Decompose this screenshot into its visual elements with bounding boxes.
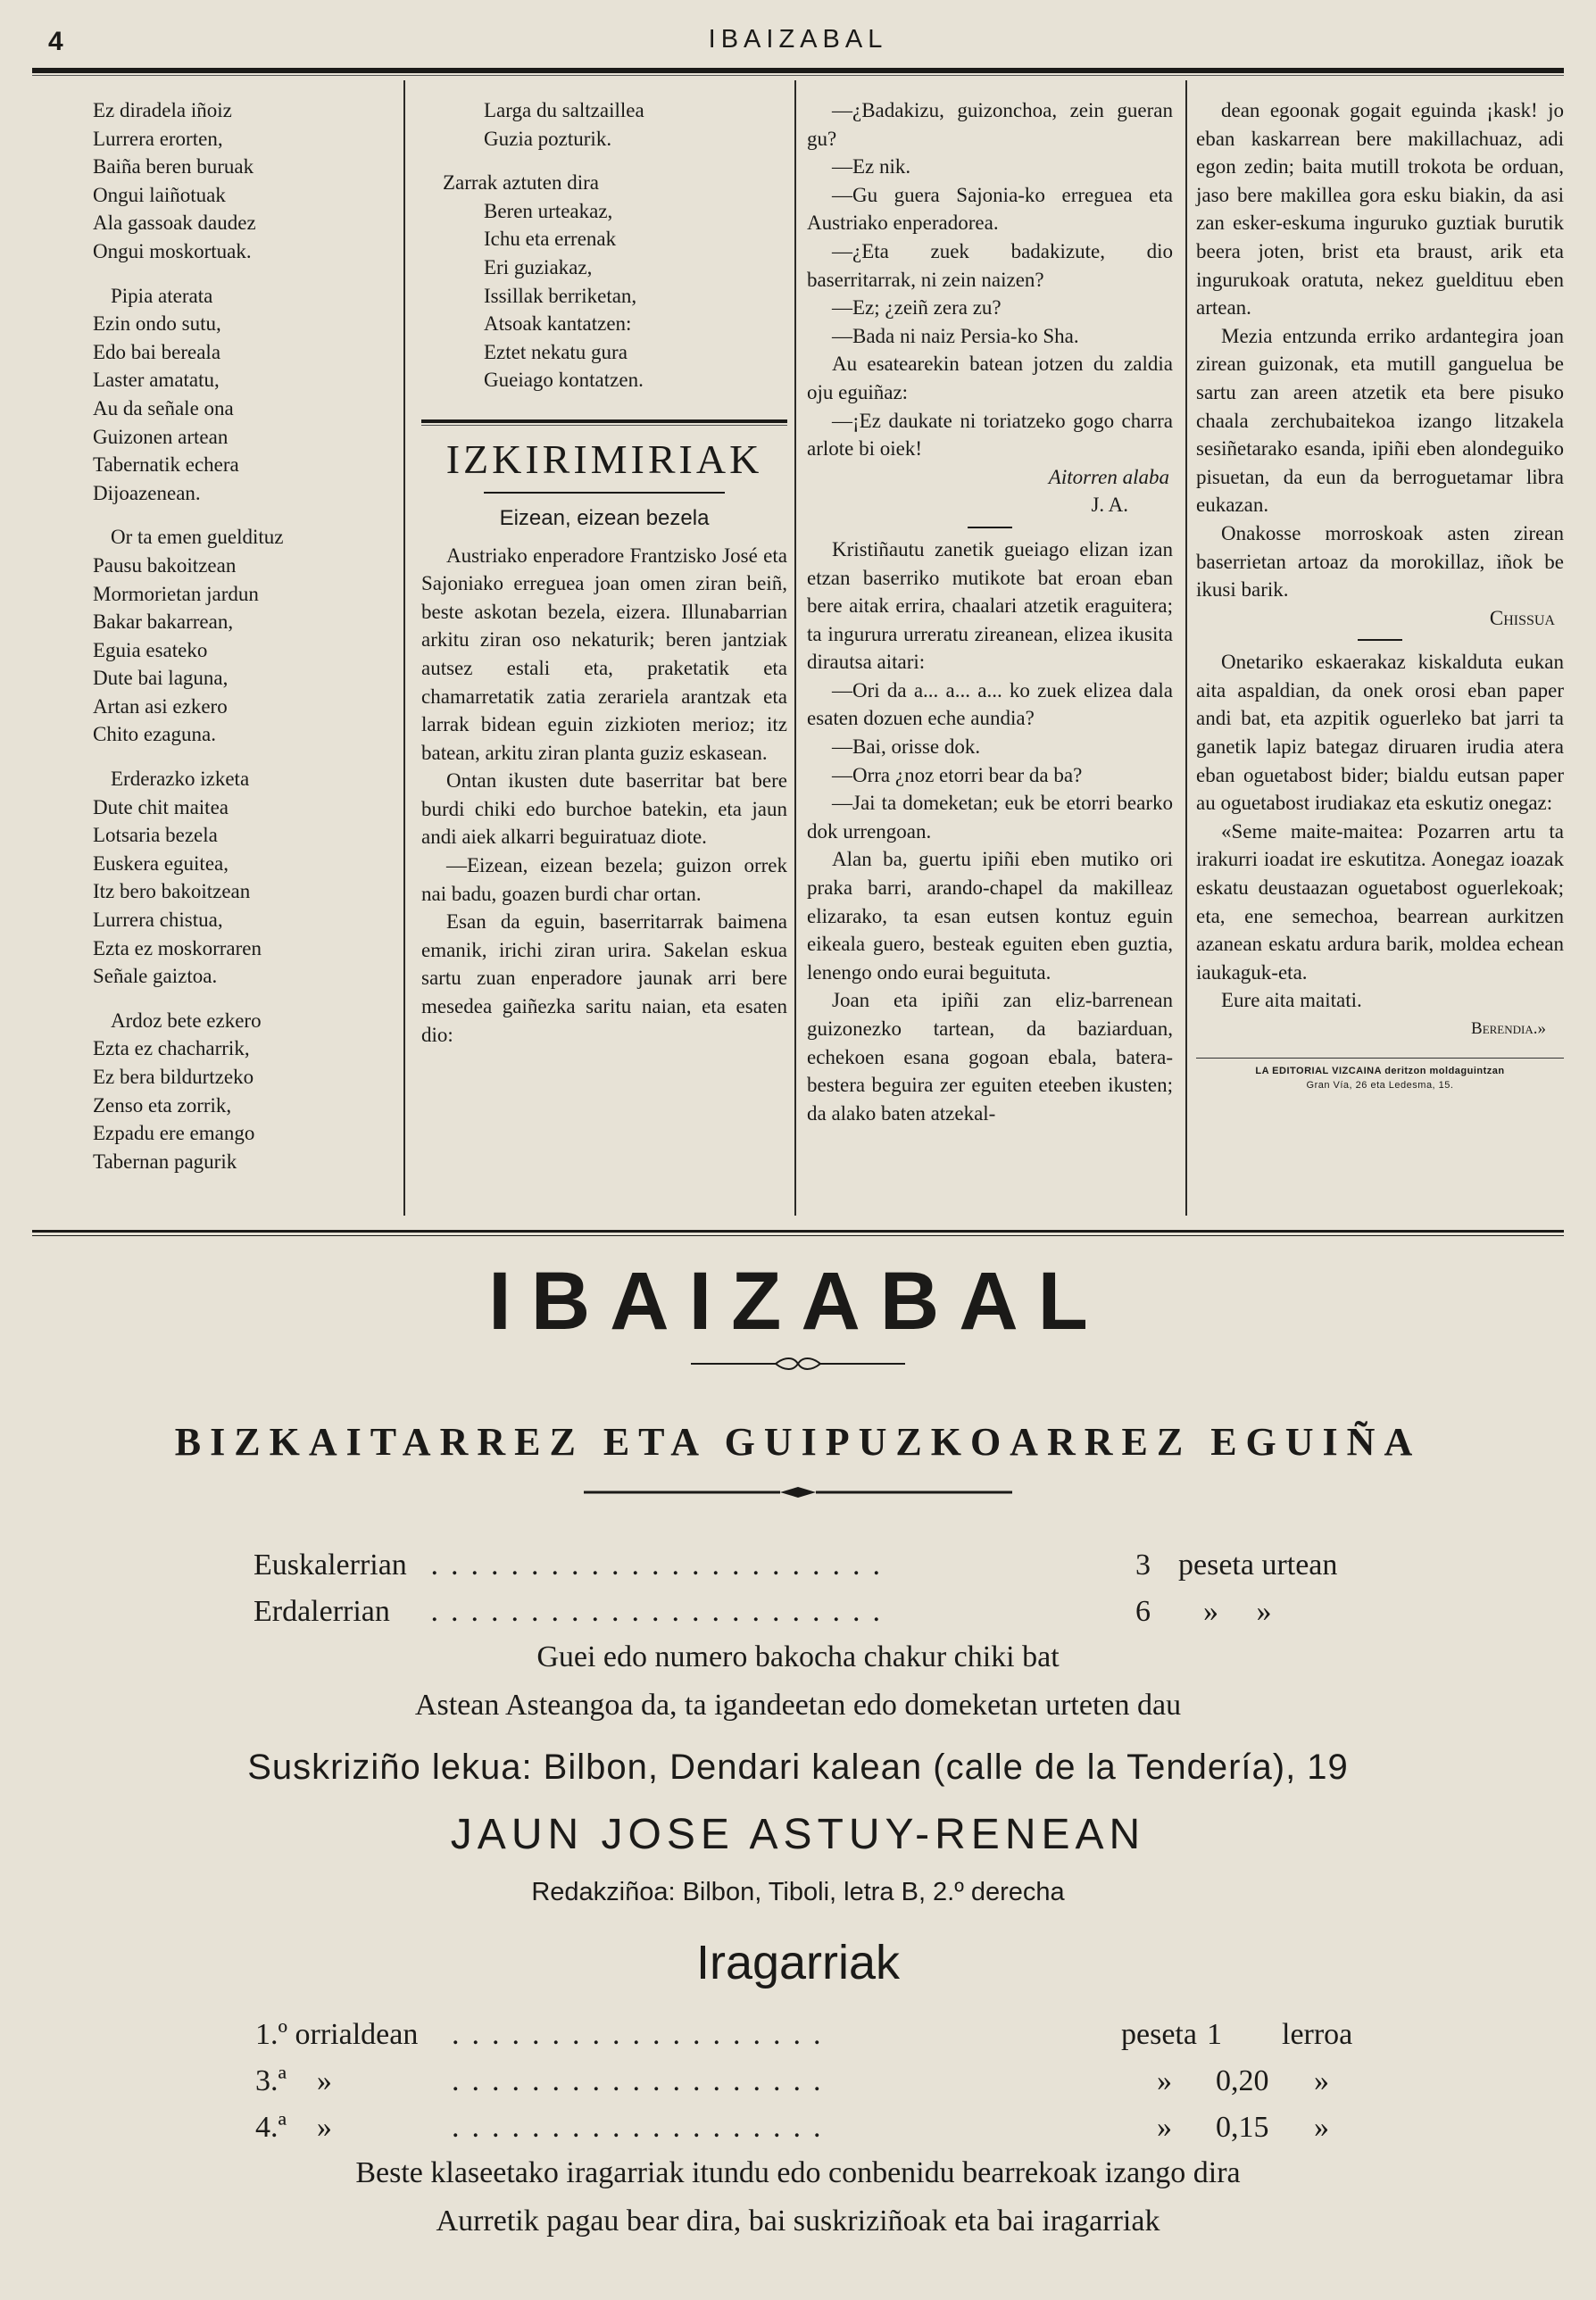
paragraph: —Jai ta domeketan; euk be etorri bearko dok urrengoan. — [807, 792, 1173, 843]
poem-line: Señale gaiztoa. — [93, 965, 218, 988]
subscription-subtitle: BIZKAITARREZ ETA GUIPUZKOARREZ EGUIÑA — [174, 1420, 1422, 1464]
section-separator-thin — [32, 1235, 1564, 1236]
article-body — [807, 536, 1173, 1127]
column-2 — [421, 96, 787, 1049]
ad-value: 1 — [1207, 2018, 1222, 2051]
poem-line: Ongui laiñotuak — [93, 183, 226, 206]
paragraph: Onakosse morroskoak asten zirean baserrietan artoaz da morokillaz, iñok be ikusi barik. — [1196, 521, 1564, 602]
poem-line: Guzia pozturik. — [484, 127, 612, 150]
paragraph: —Gu guera Sajonia-ko erreguea eta Austriako enperadorea. — [807, 183, 1173, 235]
rate-unit: peseta urtean — [1178, 1549, 1338, 1582]
poem-line: Tabernan pagurik — [93, 1150, 237, 1173]
poem-line: Dijoazenean. — [93, 481, 201, 504]
poem-line: Pausu bakoitzean — [93, 553, 237, 577]
ornament-icon — [691, 1355, 905, 1373]
article-body — [807, 96, 1173, 463]
signature: Chissua — [1489, 606, 1555, 629]
poem-continuation — [421, 96, 787, 394]
poem-line: Lurrera erorten, — [93, 127, 223, 150]
article-body — [1196, 648, 1564, 1015]
poem-line: Ezpadu ere emango — [93, 1122, 255, 1145]
poem-line: Euskera eguitea, — [93, 851, 229, 875]
subscription-address: Suskriziño lekua: Bilbon, Dendari kalean (calle de la Tendería), 19 — [247, 1748, 1349, 1787]
poem-line: Guizonen artean — [93, 425, 229, 448]
poem-line: Dute bai laguna, — [93, 667, 229, 690]
poem-line: Ala gassoak daudez — [93, 212, 256, 235]
poem-line: Gueiago kontatzen. — [484, 369, 644, 392]
poem-line: Zarrak aztuten dira — [443, 171, 599, 195]
paragraph: Esan da eguin, baserritarrak baimena emanik, irichi ziran urira. Sakelan eskua sartu zuan enperadore jaunak arri bere mesedea gaiñezka saritu naian, eta esaten dio: — [421, 910, 787, 1046]
rate-label: Erdalerrian — [254, 1595, 390, 1628]
signature: Aitorren alaba — [1048, 465, 1169, 488]
signature: Berendia.» — [1471, 1019, 1546, 1038]
poem-line: Atsoak kantatzen: — [484, 312, 632, 336]
rate-value: 6 — [1135, 1595, 1151, 1628]
ads-title: Iragarriak — [695, 1936, 901, 1989]
printer-name: LA EDITORIAL VIZCAINA deritzon moldaguintzan — [1255, 1065, 1505, 1076]
poem-stanza — [89, 96, 393, 266]
ad-position: 1.º orrialdean — [255, 2018, 419, 2051]
signature-initials: J. A. — [1091, 494, 1128, 517]
paragraph: Onetariko eskaerakaz kiskalduta eukan aita aspaldian, da onek orosi eban paper andi bat, eta azpitik oguerleko bat jarri ta ganetik lapiz bategaz diruaren irudia atera eban oguetabost bider; bialdu eutsan paper au oguetabost irudiakaz eta eskutiz onegaz: — [1196, 651, 1564, 815]
leader-dots: ................... — [452, 2064, 834, 2097]
paragraph: «Seme maite-maitea: Pozarren artu ta irakurri ioadat ire eskutitza. Aonegaz ioazak eskatu deustaazan oguetabost oguerlekoak; eta, ene semechoa, bearrean aurkitzen azanean eskatu ardura barik, moldea echean iaukaguk-eta. — [1196, 819, 1564, 984]
paragraph: —Bada ni naiz Persia-ko Sha. — [832, 324, 1079, 347]
poem-line: Dute chit maitea — [93, 795, 229, 818]
poem-line: Mormorietan jardun — [93, 582, 259, 605]
poem-line: Or ta emen gueldituz — [111, 526, 284, 549]
rate-value: 3 — [1135, 1549, 1151, 1582]
ad-unit: » — [1157, 2111, 1172, 2144]
paragraph: Mezia entzunda erriko ardantegira joan zirean guizonak, eta mutill ganguelua be sartu zan areen atzetik eta bere pisuko chaala zerchubaitekoa izango litzakela sesiñetarako esanda, ipiñi eben alondeguiko pisuetan, da eun da berroguetamar libra eukazan. — [1196, 324, 1564, 517]
poem-line: Tabernatik echera — [93, 453, 239, 477]
poem-line: Beren urteakaz, — [484, 199, 613, 222]
poem-line: Issillak berriketan, — [484, 284, 637, 307]
ad-value: 0,20 — [1216, 2064, 1269, 2097]
poem-line: Pipia aterata — [111, 284, 213, 307]
column-divider — [1185, 80, 1187, 1216]
paragraph: —¡Ez daukate ni toriatzeko gogo charra arlote bi oiek! — [807, 409, 1173, 461]
ad-position: 3.ª » — [255, 2064, 332, 2097]
redaction-address: Redakziñoa: Bilbon, Tiboli, letra B, 2.º derecha — [531, 1878, 1065, 1906]
poem-line: Lurrera chistua, — [93, 909, 223, 932]
poem-line: Ardoz bete ezkero — [111, 1009, 262, 1032]
poem-line: Laster amatatu, — [93, 369, 220, 392]
publication-schedule: Astean Asteangoa da, ta igandeetan edo domeketan urteten dau — [414, 1689, 1182, 1722]
ornament-rule-icon — [584, 1485, 1012, 1499]
poem-line: Eguia esateko — [93, 638, 208, 661]
poem-line: Eri guziakaz, — [484, 255, 593, 278]
leader-dots: ....................... — [430, 1595, 893, 1628]
section-rule — [421, 419, 787, 423]
poem-line: Bakar bakarrean, — [93, 610, 234, 634]
poem-line: Itz bero bakoitzean — [93, 880, 251, 903]
leader-dots: ....................... — [430, 1549, 893, 1582]
rate-label: Euskalerrian — [254, 1549, 407, 1582]
paragraph: Kristiñautu zanetik gueiago elizan izan etzan baserriko mutikote bat eroan eban bere aitak errira, chaalari atzetik eraguitera; ta ingurura urreratu zireanean, elizea ikusita dirautsa aitari: — [807, 537, 1173, 674]
printer-address: Gran Vía, 26 eta Ledesma, 15. — [1306, 1079, 1454, 1091]
paragraph: Eure aita maitati. — [1221, 989, 1362, 1012]
poem-line: Eztet nekatu gura — [484, 340, 628, 363]
column-divider — [403, 80, 405, 1216]
issue-price: Guei edo numero bakocha chakur chiki bat — [536, 1640, 1060, 1673]
column-divider — [794, 80, 796, 1216]
paragraph: Au esatearekin batean jotzen du zaldia oju eguiñaz: — [807, 353, 1173, 403]
paragraph: —Ori da a... a... a... ko zuek elizea dala esaten dozuen eche aundia? — [807, 678, 1173, 730]
article-body — [421, 542, 787, 1050]
poem-line: Ongui moskortuak. — [93, 239, 252, 262]
poem-line: Ichu eta errenak — [484, 228, 617, 251]
masthead: IBAIZABAL — [708, 25, 888, 54]
poem-stanza — [89, 1007, 393, 1176]
paragraph: —Ez; ¿zeiñ zera zu? — [832, 296, 1002, 320]
paragraph: Joan eta ipiñi zan eliz-barrenean guizonezko tartean, da baziarduan, echekoen esana gogoan ebala, batera-bestera beguira zer eguiten eteeben ikusten; da alako baten atzekal- — [807, 989, 1173, 1125]
printer-imprint — [1196, 1058, 1564, 1092]
poem-stanza — [89, 523, 393, 749]
paragraph: —¿Badakizu, guizonchoa, zein gueran gu? — [807, 99, 1173, 150]
article-body — [1196, 96, 1564, 604]
ad-per: lerroa — [1282, 2018, 1353, 2051]
paragraph: —Ez nik. — [832, 155, 911, 179]
column-4 — [1196, 96, 1564, 1092]
section-title: IZKIRIMIRIAK — [445, 436, 763, 482]
ads-note: Beste klaseetako iragarriak itundu edo conbenidu bearrekoak izango dira — [355, 2156, 1241, 2189]
poem-line: Lotsaria bezela — [93, 824, 218, 847]
paragraph: Ontan ikusten dute baserritar bat bere burdi chiki edo burchoe batekin, eta jaun andi aiek alkarri beguiratuaz diote. — [421, 769, 787, 849]
ad-value: 0,15 — [1216, 2111, 1269, 2144]
poem-line: Ezin ondo sutu, — [93, 312, 221, 336]
paragraph: —Orra ¿noz etorri bear da ba? — [832, 763, 1083, 786]
poem-line: Ezta ez moskorraren — [93, 936, 262, 959]
poem-line: Ez bera bildurtzeko — [93, 1066, 254, 1088]
publisher-name: JAUN JOSE ASTUY-RENEAN — [450, 1811, 1146, 1858]
poem-stanza — [421, 96, 787, 153]
section-rule-thin — [421, 425, 787, 426]
poem-line: Chito ezaguna. — [93, 723, 216, 746]
article-separator — [1358, 639, 1402, 641]
rate-row — [254, 1544, 1414, 1587]
poem-line: Zenso eta zorrik, — [93, 1093, 232, 1117]
paragraph: dean egoonak gogait eguinda ¡kask! jo eban kaskarrean bere makillachuaz, adi egon zedin; baita mutill trokota be orduan, jaso bere makillea gora esku biakin, da asi zan esker-eskuma inguruko guztiak burutik beera joten, brist eta braust, arik eta ingurukoak oratuta, nekez gueldituu eben artean. — [1196, 99, 1564, 320]
poem-stanza — [89, 765, 393, 991]
rate-unit: » » — [1203, 1595, 1272, 1628]
poem-line: Erderazko izketa — [111, 768, 250, 791]
poem-line: Au da señale ona — [93, 396, 234, 419]
column-3 — [807, 96, 1173, 1127]
section-separator — [32, 1230, 1564, 1233]
article-subtitle: Eizean, eizean bezela — [499, 505, 710, 530]
ad-per: » — [1314, 2111, 1329, 2144]
column-1-poem — [89, 96, 393, 1192]
article-separator — [968, 527, 1012, 528]
paragraph: —Bai, orisse dok. — [832, 735, 981, 759]
paragraph: —¿Eta zuek badakizute, dio baserritarrak, ni zein naizen? — [807, 239, 1173, 291]
poem-line: Larga du saltzaillea — [484, 99, 644, 121]
poem-line: Ezta ez chacharrik, — [93, 1037, 250, 1060]
leader-dots: ................... — [452, 2111, 834, 2144]
poem-line: Artan asi ezkero — [93, 694, 228, 718]
poem-line: Ez diradela iñoiz — [93, 99, 232, 121]
paragraph: Austriako enperadore Frantzisko José eta Sajoniako erreguea joan omen ziran beiñ, beste askotan bezela, eizera. Illunabarrian arkitu ziran oso nekaturik; beren jantziak autsez estali eta, praketatik eta chamarretatik zatia zerariela arantzak eta larrak bidean eguin zizkioten merioz; itz batean, arkitu ziran planta guziz eskasean. — [421, 544, 787, 764]
page-number: 4 — [48, 27, 63, 56]
rate-row — [254, 1590, 1414, 1633]
header-rule-thin — [32, 75, 1564, 76]
paragraph: Alan ba, guertu ipiñi eben mutiko ori praka barri, arando-chapel da makilleaz elizarako, ta esan eutsen kontuz eguin eikeala guero, besteak eguiten eben guztia, lenengo ondo eurai beguituta. — [807, 848, 1173, 984]
title-underline — [484, 492, 725, 494]
header-rule — [32, 68, 1564, 73]
ad-position: 4.ª » — [255, 2111, 332, 2144]
payment-note: Aurretik pagau bear dira, bai suskriziñoak eta bai iragarriak — [436, 2205, 1160, 2238]
poem-stanza — [89, 282, 393, 508]
poem-line: Baiña beren buruak — [93, 155, 254, 179]
poem-stanza — [421, 169, 787, 394]
ad-unit: peseta — [1121, 2018, 1197, 2051]
poem-line: Edo bai bereala — [93, 340, 221, 363]
ad-per: » — [1314, 2064, 1329, 2097]
leader-dots: ................... — [452, 2018, 834, 2051]
paragraph: —Eizean, eizean bezela; guizon orrek nai badu, goazen burdi char ortan. — [421, 854, 787, 905]
subscription-title: IBAIZABAL — [488, 1256, 1108, 1347]
ad-unit: » — [1157, 2064, 1172, 2097]
